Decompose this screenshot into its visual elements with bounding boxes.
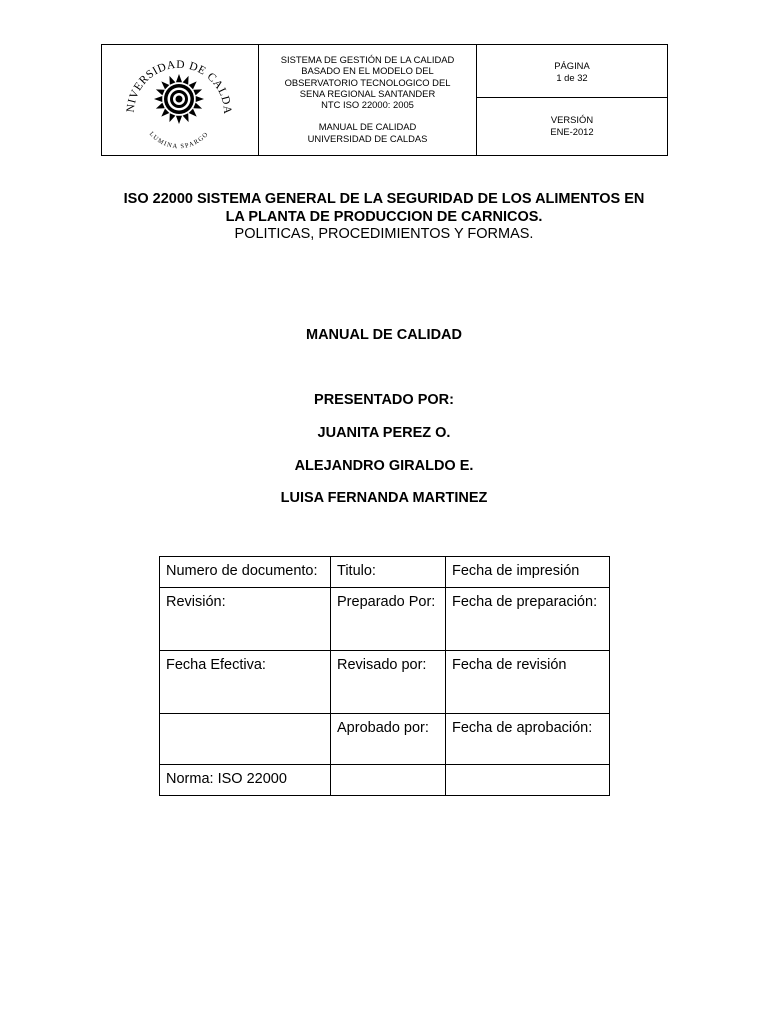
page-label: PÁGINA — [554, 60, 590, 71]
manual-heading: MANUAL DE CALIDAD — [305, 327, 462, 343]
document-header — [101, 44, 668, 156]
table-row — [160, 557, 610, 588]
table-cell: Numero de documento: — [160, 557, 331, 588]
title-line-1: ISO 22000 SISTEMA GENERAL DE LA SEGURIDAD DE LOS ALIMENTOS EN — [123, 191, 645, 207]
system-line: NTC ISO 22000: 2005 — [321, 99, 414, 111]
manual-line: UNIVERSIDAD DE CALDAS — [307, 132, 428, 144]
table-cell — [446, 765, 610, 796]
system-info-cell — [259, 45, 477, 155]
manual-line: MANUAL DE CALIDAD — [318, 121, 417, 133]
version-value: ENE-2012 — [550, 126, 594, 137]
table-cell: Preparado Por: — [331, 588, 446, 651]
table-cell: Revisado por: — [331, 651, 446, 714]
system-line: SISTEMA DE GESTIÓN DE LA CALIDAD — [280, 54, 455, 65]
system-line: SENA REGIONAL SANTANDER — [299, 87, 436, 99]
table-cell — [331, 765, 446, 796]
table-row — [160, 588, 610, 651]
table-cell: Fecha de revisión — [446, 651, 610, 714]
table-cell: Revisión: — [160, 588, 331, 651]
table-cell: Fecha Efectiva: — [160, 651, 331, 714]
author-name: LUISA FERNANDA MARTINEZ — [280, 490, 488, 506]
logo-cell — [102, 45, 259, 155]
table-cell: Aprobado por: — [331, 714, 446, 765]
table-cell: Fecha de preparación: — [446, 588, 610, 651]
document-title — [60, 191, 708, 226]
university-logo — [102, 45, 259, 157]
table-row — [160, 714, 610, 765]
version-box — [477, 98, 667, 155]
svg-text:LUMINA SPARGO — [148, 131, 211, 151]
logo-ring-text: NIVERSIDAD DE CALDA — [124, 58, 234, 115]
document-info-table — [159, 556, 610, 796]
logo-motto: LUMINA SPARGO — [147, 130, 211, 151]
author-name: ALEJANDRO GIRALDO E. — [294, 458, 474, 474]
table-cell: Fecha de aprobación: — [446, 714, 610, 765]
table-row — [160, 765, 610, 796]
author-name: JUANITA PEREZ O. — [317, 425, 451, 441]
table-cell: Titulo: — [331, 557, 446, 588]
presented-by-heading: PRESENTADO POR: — [314, 392, 454, 408]
version-label: VERSIÓN — [550, 114, 594, 125]
page-box — [477, 45, 667, 98]
page-value: 1 de 32 — [556, 72, 588, 83]
table-cell — [160, 714, 331, 765]
table-cell: Norma: ISO 22000 — [160, 765, 331, 796]
system-line: BASADO EN EL MODELO DEL — [301, 65, 434, 77]
system-line: OBSERVATORIO TECNOLOGICO DEL — [284, 76, 451, 88]
title-line-2: LA PLANTA DE PRODUCCION DE CARNICOS. — [225, 208, 543, 225]
table-cell: Fecha de impresión — [446, 557, 610, 588]
sun-emblem-icon — [154, 74, 204, 124]
document-subtitle: POLITICAS, PROCEDIMIENTOS Y FORMAS. — [234, 226, 534, 242]
meta-cell — [477, 45, 667, 155]
table-row — [160, 651, 610, 714]
